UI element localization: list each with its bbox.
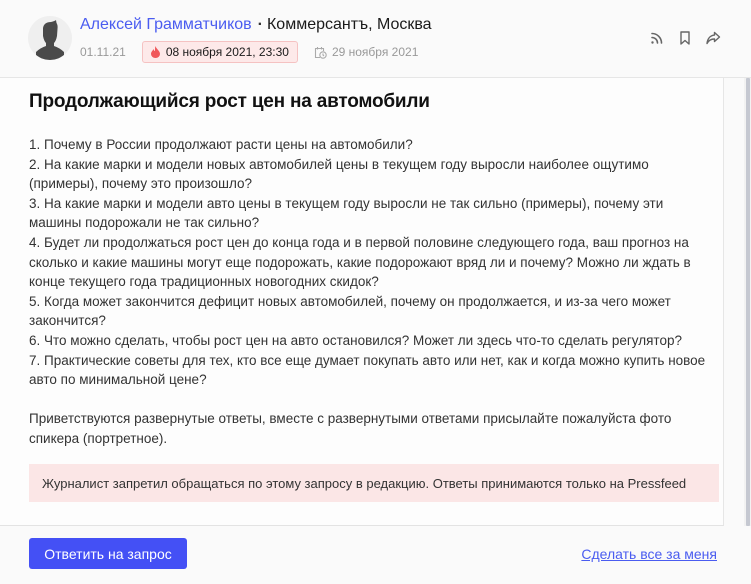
question-item: 3. На какие марки и модели авто цены в текущем году выросли не так сильно (примеры), почему эти машины подорожали не так сильно? bbox=[29, 195, 664, 231]
user-silhouette-icon bbox=[28, 16, 72, 60]
share-icon[interactable] bbox=[705, 30, 721, 46]
request-body bbox=[29, 135, 719, 449]
content-scrollbar[interactable] bbox=[744, 78, 751, 526]
request-title: Продолжающийся рост цен на автомобили bbox=[29, 91, 430, 112]
deadline-badge bbox=[142, 41, 298, 63]
do-all-for-me-link[interactable]: Сделать все за меня bbox=[581, 546, 717, 562]
restriction-notice bbox=[29, 464, 719, 502]
action-footer bbox=[0, 527, 751, 584]
request-content bbox=[0, 78, 724, 526]
deadline-text: 08 ноября 2021, 23:30 bbox=[165, 45, 289, 59]
question-item: 1. Почему в России продолжают расти цены на автомобили? bbox=[29, 137, 413, 152]
request-header bbox=[0, 0, 751, 78]
request-note: Приветствуются развернутые ответы, вместе с развернутыми ответами присылайте пожалуйста фото спикера (портретное). bbox=[29, 411, 672, 446]
calendar-clock-icon bbox=[314, 46, 327, 59]
publication-date bbox=[314, 45, 418, 59]
created-date: 01.11.21 bbox=[80, 45, 126, 59]
author-name-link[interactable]: Алексей Грамматчиков bbox=[80, 16, 252, 33]
rss-icon[interactable] bbox=[649, 30, 665, 46]
question-item: 2. На какие марки и модели новых автомобилей цены в текущем году выросли наиболее ощутимо (примеры), почему это произошло? bbox=[29, 156, 649, 192]
question-item: 6. Что можно сделать, чтобы рост цен на авто остановился? Может ли здесь что-то сделать регулятор? bbox=[29, 332, 682, 348]
question-item: 5. Когда может закончится дефицит новых автомобилей, почему он продолжается, и из-за чего может закончится? bbox=[29, 293, 671, 329]
reply-button[interactable]: Ответить на запрос bbox=[29, 538, 187, 569]
meta-line bbox=[80, 41, 418, 63]
question-item: 7. Практические советы для тех, кто все еще думает покупать авто или нет, как и когда можно купить новое авто по минимальной цене? bbox=[29, 352, 706, 388]
outlet-name: Коммерсантъ, Москва bbox=[266, 16, 432, 33]
fire-icon bbox=[151, 46, 160, 58]
question-item: 4. Будет ли продолжаться рост цен до конца года и в первой половине следующего года, ваш прогноз на сколько и какие машины могут еще подорожать, какие подорожают вряд ли и почему? Можно ли ждать в конце текущего года традиционных новогодних скидок? bbox=[29, 234, 691, 290]
separator: · bbox=[257, 16, 263, 33]
author-line bbox=[80, 15, 432, 35]
spacer bbox=[29, 390, 719, 410]
bookmark-icon[interactable] bbox=[677, 30, 693, 46]
publication-date-text: 29 ноября 2021 bbox=[331, 45, 419, 59]
restriction-notice-text: Журналист запретил обращаться по этому запросу в редакцию. Ответы принимаются только на Pressfeed bbox=[42, 475, 687, 491]
avatar[interactable] bbox=[28, 16, 72, 60]
scrollbar-thumb[interactable] bbox=[746, 78, 750, 526]
header-actions bbox=[649, 30, 721, 46]
